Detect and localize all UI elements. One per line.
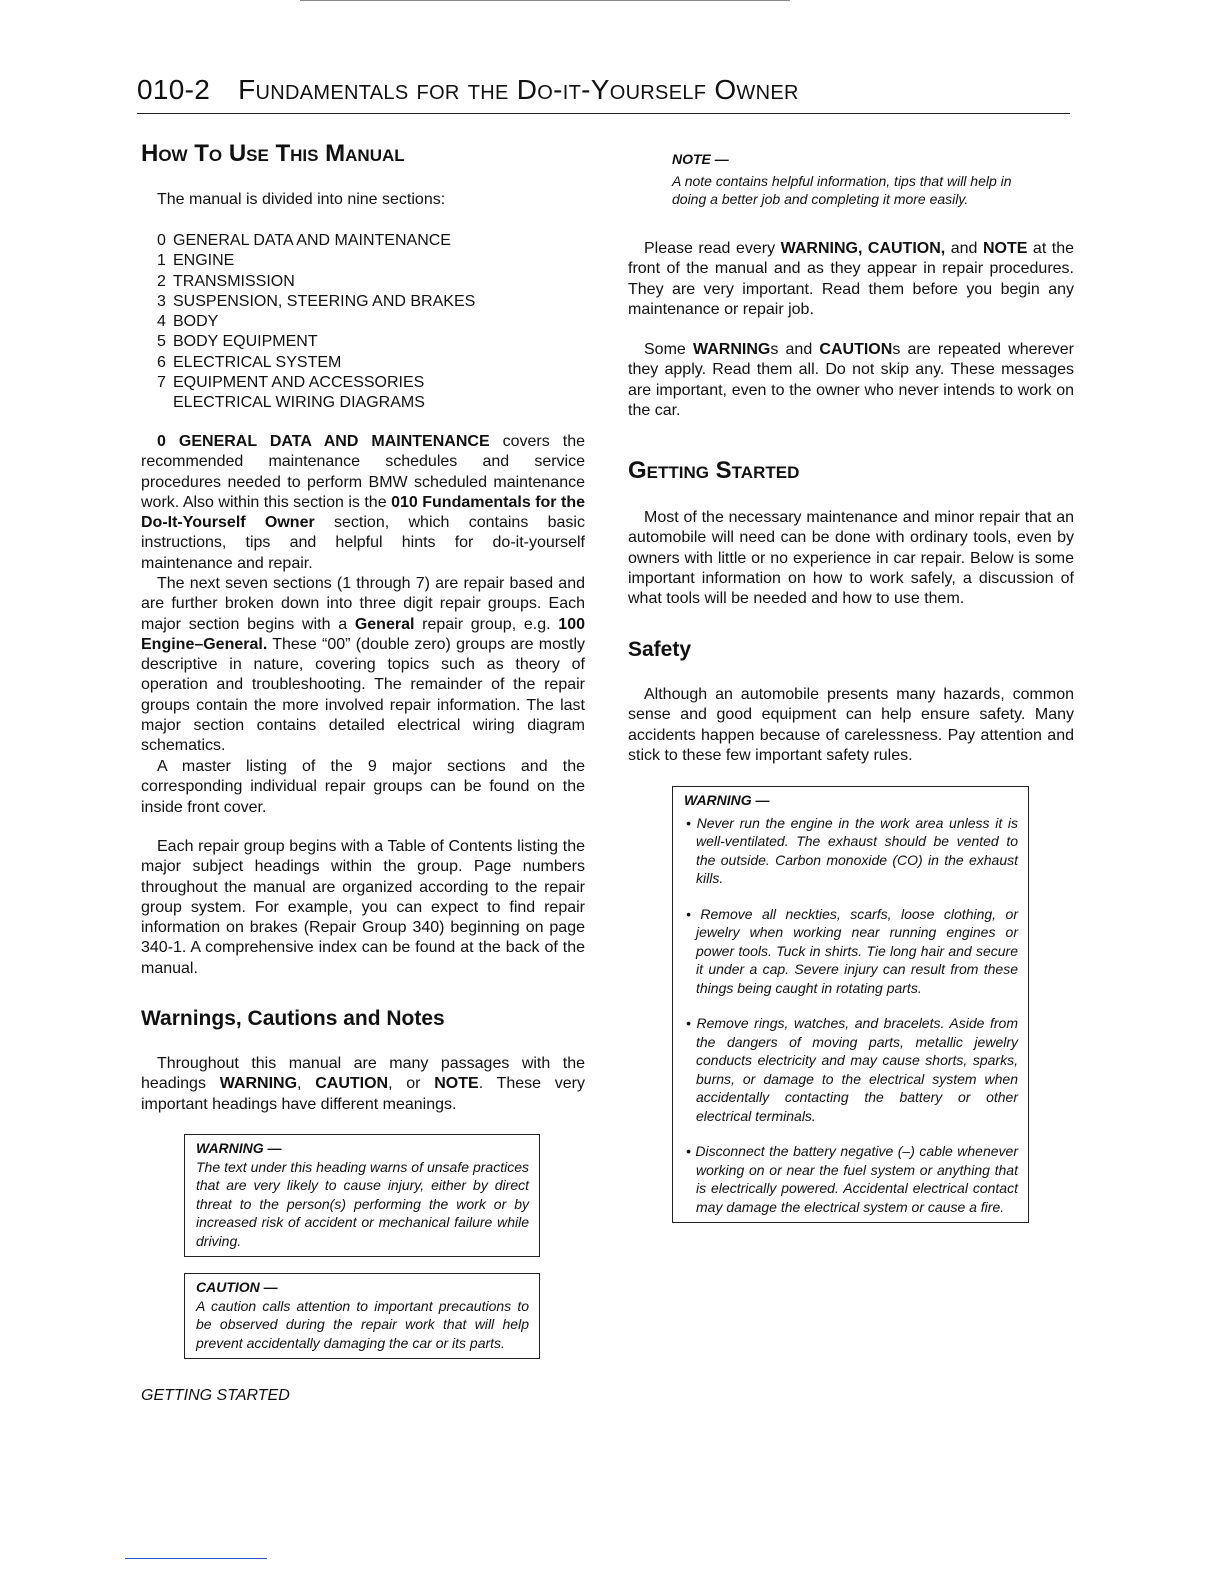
- caution-example-box: [184, 1273, 540, 1359]
- safety-warning-box: [672, 786, 1029, 1223]
- warning-item: • Never run the engine in the work area unless it is well-ventilated. The exhaust should be vented to the outside. Carbon monoxide (CO) in the exhaust kills.: [686, 814, 1019, 886]
- scan-top-line: [300, 0, 790, 1]
- section-item: 3 SUSPENSION, STEERING AND BRAKES: [157, 292, 476, 310]
- paragraph-headings: Throughout this manual are many passages with the headings WARNING, CAUTION, or NOTE. These very important headings have different meanings.: [141, 1055, 586, 1113]
- paragraph-safety: Although an automobile presents many hazards, common sense and good equipment can help ensure safety. Many accidents happen because of carelessness. Pay attention and stick to these few important safety rules.: [628, 686, 1074, 764]
- note-text: A note contains helpful information, tips that will help in doing a better job and completing it more easily.: [672, 172, 1012, 207]
- paragraph-table-of-contents: Each repair group begins with a Table of Contents listing the major subject headings within the group. Page numbers throughout the manual are organized according to the repair group system. For example, you can expect to find repair information on brakes (Repair Group 340) beginning on page 340-1. A comprehensive index can be found at the back of the manual.: [141, 838, 585, 977]
- section-item: 6 ELECTRICAL SYSTEM: [157, 353, 342, 371]
- section-item: 7 EQUIPMENT AND ACCESSORIES: [157, 374, 425, 392]
- warning-item: • Remove all neckties, scarfs, loose clothing, or jewelry when working near running engines or power tools. Tuck in shirts. Tie long hair and secure it under a cap. Severe injury can result from these things being caught in rotating parts.: [686, 905, 1018, 996]
- heading-how-to-use: How To Use This Manual: [141, 140, 405, 167]
- paragraph-getting-started: Most of the necessary maintenance and minor repair that an automobile will need can be done with ordinary tools, even by owners with little or no experience in car repair. Below is some important information on how to work safely, a discussion of what tools will be needed and how to use them.: [628, 509, 1074, 608]
- heading-warnings-cautions-notes: Warnings, Cautions and Notes: [141, 1007, 445, 1030]
- paragraph-repair-sections: The next seven sections (1 through 7) are repair based and are further broken down into three digit repair groups. Each major section begins with a General repair group, e.g. 100 Engine–General. These “00” (double zero) groups are mostly descriptive in nature, covering topics such as theory of operation and troubleshooting. The remainder of the repair groups contain the more involved repair information. The last major section contains detailed electrical wiring diagram schematics.: [141, 575, 585, 755]
- warning-item: • Disconnect the battery negative (–) cable whenever working on or near the fuel system or anything that is electrically powered. Accidental electrical contact may damage the electrical system or cause a fire.: [686, 1143, 1018, 1215]
- footer-section-label: GETTING STARTED: [141, 1387, 290, 1404]
- section-item: ELECTRICAL WIRING DIAGRAMS: [173, 394, 425, 412]
- note-example: [672, 150, 1042, 209]
- section-item: 4 BODY: [157, 313, 219, 331]
- page-number: 010-2: [137, 74, 211, 105]
- section-item: 5 BODY EQUIPMENT: [157, 333, 318, 351]
- caution-text: A caution calls attention to important precautions to be observed during the repair work that will help prevent accidentally damaging the car or its parts.: [196, 1297, 529, 1351]
- heading-getting-started: Getting Started: [628, 457, 800, 484]
- section-list: [157, 231, 475, 414]
- note-title: NOTE —: [672, 151, 729, 167]
- warning-text: The text under this heading warns of unsafe practices that are very likely to cause injury, either by direct threat to the person(s) performing the work or by increased risk of accident or mechanical failure while driving.: [196, 1158, 529, 1249]
- safety-warning-list: [684, 814, 1018, 1217]
- scan-bottom-line: [125, 1558, 267, 1559]
- paragraph-please-read: Please read every WARNING, CAUTION, and NOTE at the front of the manual and as they appear in repair procedures. They are very important. Read them before you begin any maintenance or repair job.: [628, 240, 1075, 318]
- warning-item: • Remove rings, watches, and bracelets. Aside from the dangers of moving parts, metallic jewelry conducts electricity and may cause shorts, sparks, burns, or damage to the electrical system when accidentally contacting the battery or other electrical terminals.: [686, 1015, 1018, 1124]
- paragraph-general-data: 0 GENERAL DATA AND MAINTENANCE covers the recommended maintenance schedules and service procedures needed to perform BMW scheduled maintenance work. Also within this section is the 010 Fundamentals for the Do-It-Yourself Owner section, which contains basic instructions, tips and helpful hints for do-it-yourself maintenance and repair.: [141, 433, 586, 572]
- warning-title: WARNING —: [196, 1140, 282, 1156]
- chapter-title: Fundamentals for the Do-it-Yourself Owner: [238, 74, 799, 105]
- safety-warning-title: WARNING —: [684, 792, 770, 808]
- heading-safety: Safety: [628, 638, 692, 661]
- header-rule: [137, 113, 1070, 114]
- section-item: 0 GENERAL DATA AND MAINTENANCE: [157, 232, 451, 249]
- warning-example-box: [184, 1134, 540, 1257]
- paragraph-master-listing: A master listing of the 9 major sections and the corresponding individual repair groups can be found on the inside front cover.: [141, 758, 585, 816]
- caution-title: CAUTION —: [196, 1279, 278, 1295]
- page-header: [137, 74, 799, 106]
- section-item: 2 TRANSMISSION: [157, 272, 295, 290]
- intro-text: The manual is divided into nine sections:: [157, 191, 446, 208]
- section-item: 1 ENGINE: [157, 252, 235, 270]
- paragraph-repeated-warnings: Some WARNINGs and CAUTIONs are repeated wherever they apply. Read them all. Do not skip any. These messages are important, even to the owner who never intends to work on the car.: [628, 341, 1074, 419]
